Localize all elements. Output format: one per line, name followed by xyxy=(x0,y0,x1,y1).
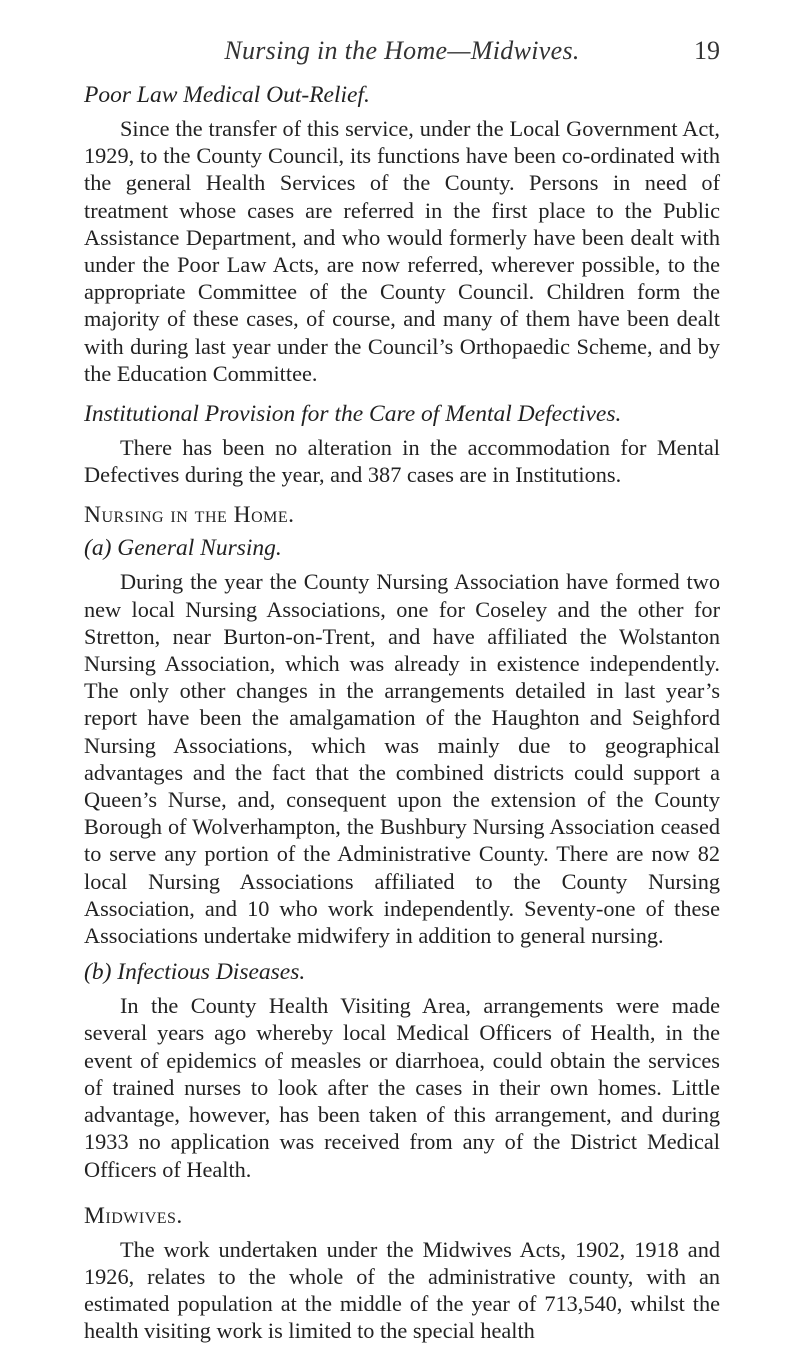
section-heading-mental-defectives: Institutional Provision for the Care of Mental Defectives. xyxy=(84,401,622,428)
paragraph-infectious-diseases: In the County Health Visiting Area, arrangements were made several years ago whereby local Medical Officers of Health, in the event of epidemics of measles or diarrhoea, could obtain the services of trained nurses to look after the cases in their own homes. Little advantage, however, has been taken of this arrangement, and during 1933 no application was received from any of the District Medical Officers of Health. xyxy=(84,993,720,1182)
running-title: Nursing in the Home—Midwives. xyxy=(224,36,580,65)
paragraph-poor-law: Since the transfer of this service, under the Local Government Act, 1929, to the County Council, its functions have been co-ordinated with the general Health Services of the County. Persons in need of treatment whose cases are referred in the first place to the Public Assistance Department, and who would formerly have been dealt with under the Poor Law Acts, are now referred, wherever possible, to the appropriate Committee of the County Council. Children form the majority of these cases, of course, and many of them have been dealt with during last year under the Council’s Orthopaedic Scheme, and by the Education Committee. xyxy=(84,116,720,386)
paragraph-mental-defectives: There has been no alteration in the accommodation for Mental Defectives during the year, and 387 cases are in Institutions. xyxy=(84,435,720,488)
running-head xyxy=(84,36,720,76)
section-heading-nursing-home: Nursing in the Home. xyxy=(84,502,295,529)
page-number: 19 xyxy=(694,36,720,65)
subheading-infectious-diseases: (b) Infectious Diseases. xyxy=(84,959,306,986)
section-heading-poor-law: Poor Law Medical Out-Relief. xyxy=(84,82,370,108)
page-content xyxy=(84,82,720,1345)
subheading-general-nursing: (a) General Nursing. xyxy=(84,535,282,562)
section-heading-midwives: Midwives. xyxy=(84,1202,183,1229)
paragraph-midwives: The work undertaken under the Midwives Acts, 1902, 1918 and 1926, relates to the whole of the administrative county, with an estimated population at the middle of the year of 713,540, whilst the health visiting work is limited to the special health xyxy=(84,1236,720,1344)
paragraph-general-nursing: During the year the County Nursing Association have formed two new local Nursing Associations, one for Coseley and the other for Stretton, near Burton-on-Trent, and have affiliated the Wolstanton Nursing Association, which was already in existence independently. The only other changes in the arrangements detailed in last year’s report have been the amalgamation of the Haughton and Seighford Nursing Associations, which was mainly due to geographical advantages and the fact that the combined districts could support a Queen’s Nurse, and, consequent upon the extension of the County Borough of Wolverhampton, the Bushbury Nursing Association ceased to serve any portion of the Administrative County. There are now 82 local Nursing Associations affiliated to the County Nursing Association, and 10 who work independently. Seventy-one of these Associations undertake midwifery in addition to general nursing. xyxy=(84,569,720,949)
